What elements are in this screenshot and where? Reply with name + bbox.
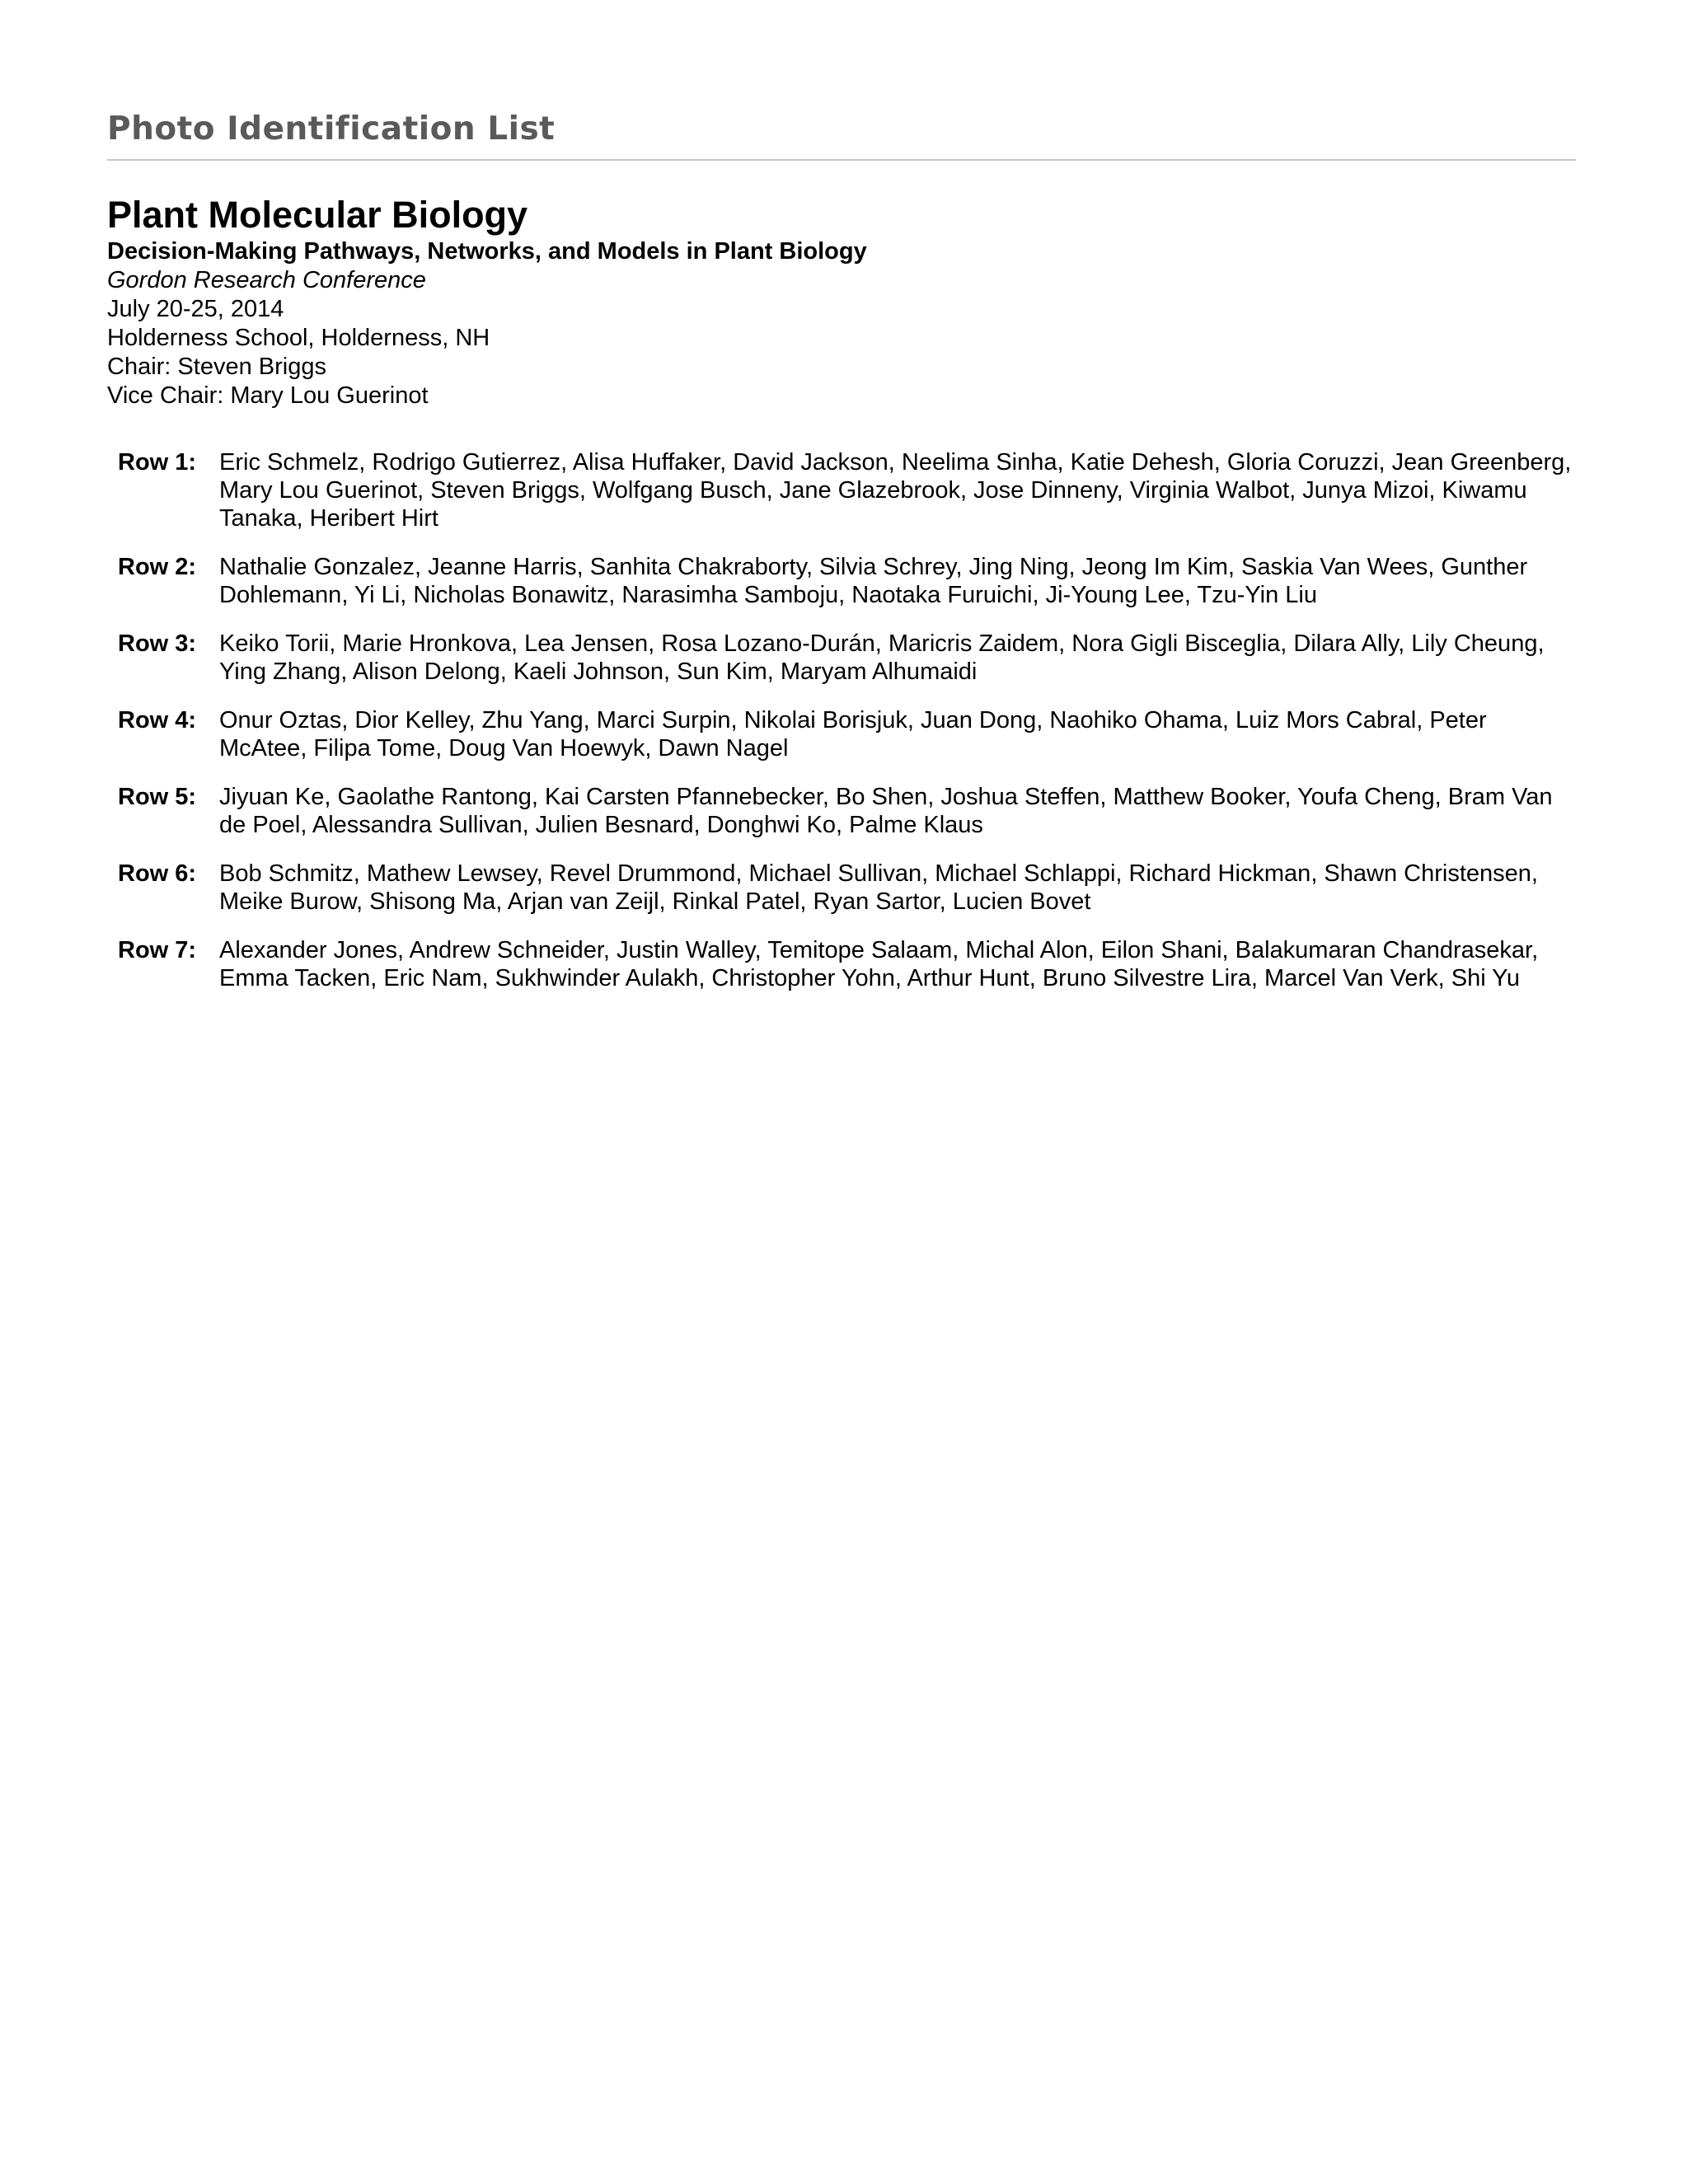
row-names: Keiko Torii, Marie Hronkova, Lea Jensen, Rosa Lozano-Durán, Maricris Zaidem, Nora Gigli Bisceglia, Dilara Ally, Lily Cheung, Ying Zhang, Alison Delong, Kaeli Johnson, Sun Kim, Maryam Alhumaidi: [219, 630, 1545, 685]
photo-row-6: [107, 860, 1576, 916]
row-names: Nathalie Gonzalez, Jeanne Harris, Sanhita Chakraborty, Silvia Schrey, Jing Ning, Jeong Im Kim, Saskia Van Wees, Gunther Dohlemann, Yi Li, Nicholas Bonawitz, Narasimha Samboju, Naotaka Furuichi, Ji-Young Lee, Tzu-Yin Liu: [219, 554, 1528, 608]
row-label: Row 7:: [118, 937, 197, 963]
row-label: Row 2:: [118, 554, 197, 580]
conference-info: [107, 193, 1576, 410]
row-label: Row 1:: [118, 449, 197, 476]
row-names: Onur Oztas, Dior Kelley, Zhu Yang, Marci Surpin, Nikolai Borisjuk, Juan Dong, Naohiko Ohama, Luiz Mors Cabral, Peter McAtee, Filipa Tome, Doug Van Hoewyk, Dawn Nagel: [219, 707, 1487, 762]
conference-chair: Chair: Steven Briggs: [107, 354, 326, 380]
photo-row-1: [107, 448, 1576, 532]
row-label: Row 6:: [118, 860, 197, 887]
photo-row-3: [107, 630, 1576, 686]
page-header-title: Photo Identification List: [107, 110, 556, 148]
row-label: Row 5:: [118, 784, 197, 810]
conference-series: Gordon Research Conference: [107, 267, 426, 293]
photo-rows-list: [107, 448, 1576, 1013]
conference-title: Plant Molecular Biology: [107, 194, 528, 236]
header-divider: [107, 159, 1576, 161]
row-label: Row 3:: [118, 630, 197, 657]
row-names: Alexander Jones, Andrew Schneider, Justin Walley, Temitope Salaam, Michal Alon, Eilon Shani, Balakumaran Chandrasekar, Emma Tacken, Eric Nam, Sukhwinder Aulakh, Christopher Yohn, Arthur Hunt, Bruno Silvestre Lira, Marcel Van Verk, Shi Yu: [219, 937, 1539, 991]
photo-row-2: [107, 553, 1576, 609]
conference-location: Holderness School, Holderness, NH: [107, 325, 490, 351]
photo-row-7: [107, 936, 1576, 992]
photo-row-4: [107, 706, 1576, 762]
row-names: Jiyuan Ke, Gaolathe Rantong, Kai Carsten Pfannebecker, Bo Shen, Joshua Steffen, Matthew Booker, Youfa Cheng, Bram Van de Poel, Alessandra Sullivan, Julien Besnard, Donghwi Ko, Palme Klaus: [219, 784, 1553, 838]
conference-dates: July 20-25, 2014: [107, 296, 284, 322]
row-names: Eric Schmelz, Rodrigo Gutierrez, Alisa Huffaker, David Jackson, Neelima Sinha, Katie Dehesh, Gloria Coruzzi, Jean Greenberg, Mary Lou Guerinot, Steven Briggs, Wolfgang Busch, Jane Glazebrook, Jose Dinneny, Virginia Walbot, Junya Mizoi, Kiwamu Tanaka, Heribert Hirt: [219, 449, 1572, 532]
conference-vice-chair: Vice Chair: Mary Lou Guerinot: [107, 382, 429, 409]
row-label: Row 4:: [118, 707, 197, 733]
conference-subtitle: Decision-Making Pathways, Networks, and Models in Plant Biology: [107, 238, 867, 265]
photo-row-5: [107, 783, 1576, 839]
row-names: Bob Schmitz, Mathew Lewsey, Revel Drummond, Michael Sullivan, Michael Schlappi, Richard Hickman, Shawn Christensen, Meike Burow, Shisong Ma, Arjan van Zeijl, Rinkal Patel, Ryan Sartor, Lucien Bovet: [219, 860, 1538, 915]
